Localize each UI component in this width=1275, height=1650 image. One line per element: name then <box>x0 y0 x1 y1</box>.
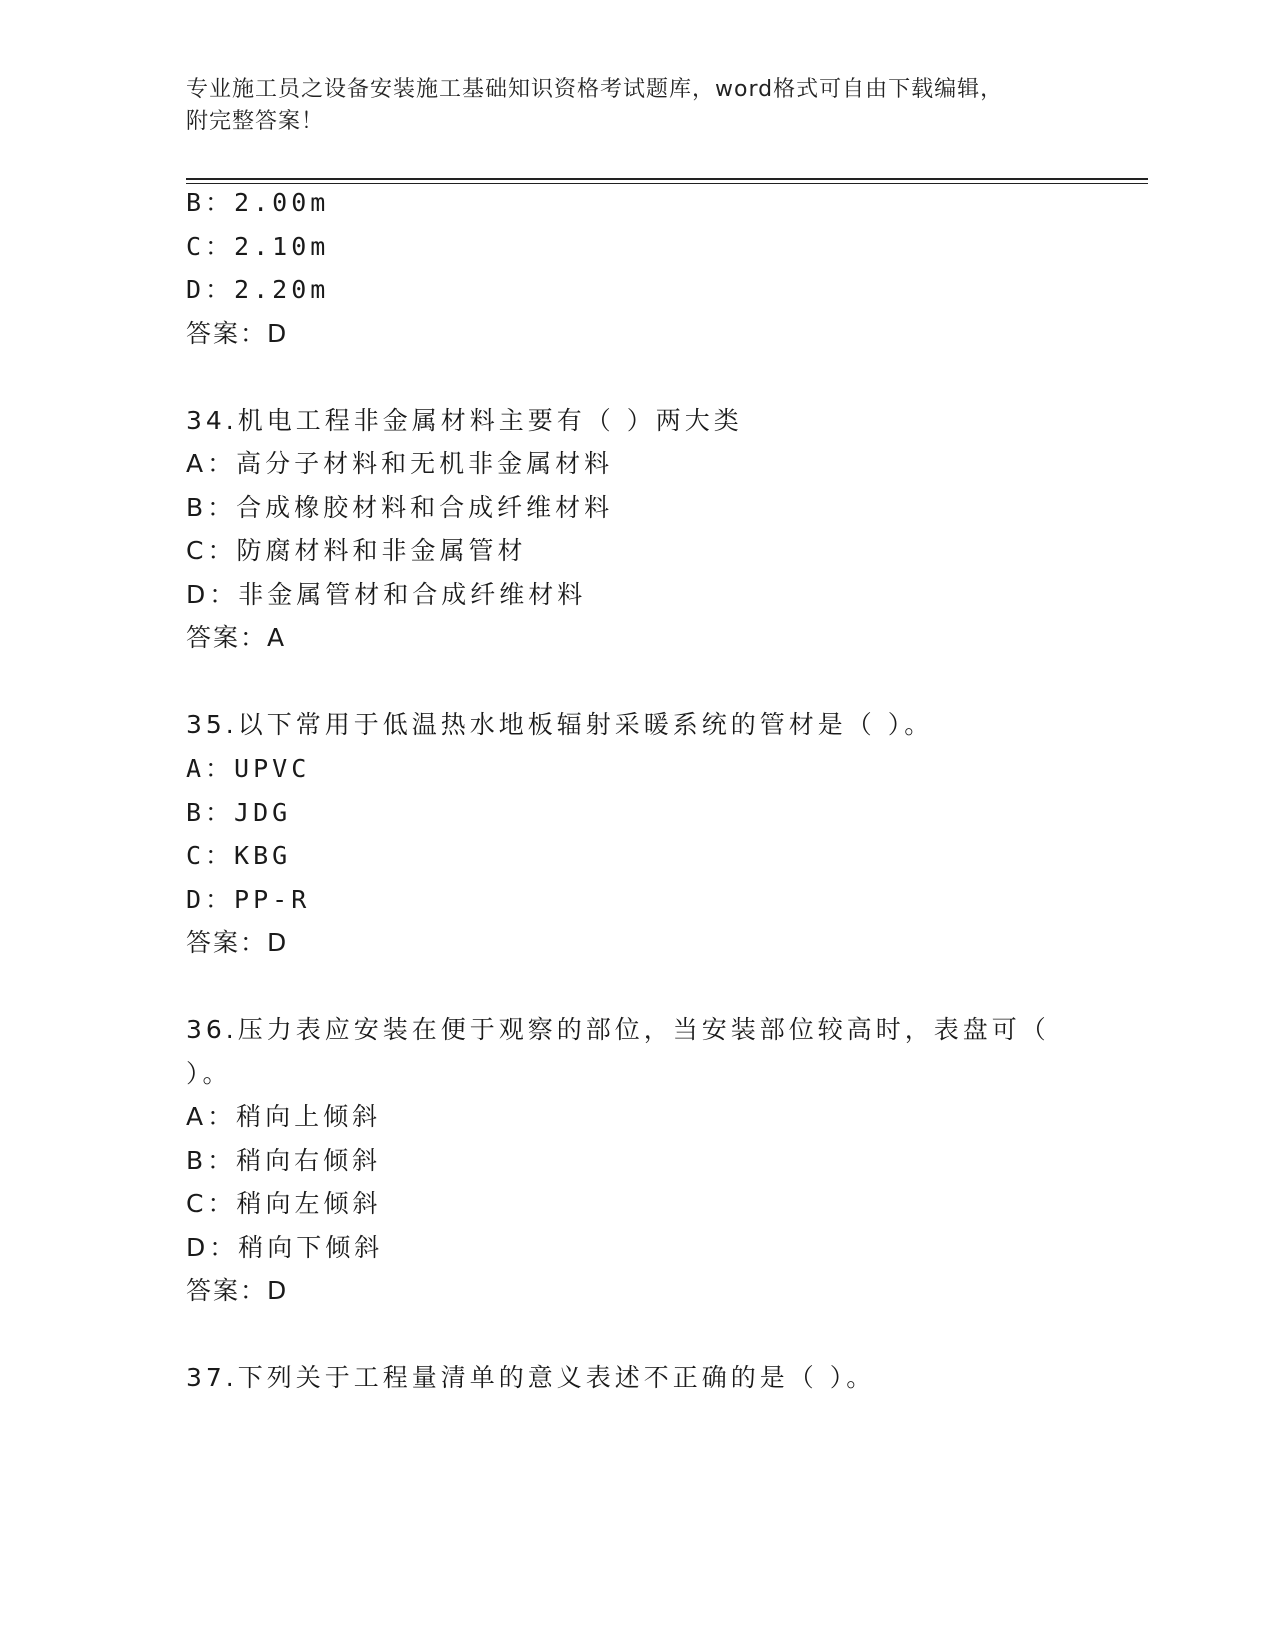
q36-option-c: C：稍向左倾斜 <box>186 1189 382 1218</box>
q36-option-d: D：稍向下倾斜 <box>186 1233 384 1262</box>
q36-question-line-1: 36.压力表应安装在便于观察的部位，当安装部位较高时，表盘可（ <box>186 1015 1050 1044</box>
document-header <box>186 74 1066 138</box>
q34-question: 34.机电工程非金属材料主要有（ ）两大类 <box>186 406 743 435</box>
q36-question-line-2: ）。 <box>186 1059 232 1088</box>
header-line-2: 附完整答案！ <box>186 109 325 134</box>
q37-question: 37.下列关于工程量清单的意义表述不正确的是（ ）。 <box>186 1363 876 1392</box>
q35-option-c: C：KBG <box>186 841 292 870</box>
q35-option-d: D：PP-R <box>186 885 311 914</box>
q35-answer: 答案：D <box>186 928 289 957</box>
q35-question: 35.以下常用于低温热水地板辐射采暖系统的管材是（ ）。 <box>186 710 934 739</box>
q34-option-d: D：非金属管材和合成纤维材料 <box>186 580 587 609</box>
q33-option-b: B：2.00m <box>186 188 330 217</box>
q34-option-a: A：高分子材料和无机非金属材料 <box>186 449 614 478</box>
q33-option-c: C：2.10m <box>186 232 330 261</box>
q36-option-b: B：稍向右倾斜 <box>186 1146 382 1175</box>
q33-option-d: D：2.20m <box>186 275 330 304</box>
q34-answer: 答案：A <box>186 623 287 652</box>
q34-option-b: B：合成橡胶材料和合成纤维材料 <box>186 493 614 522</box>
header-line-1: 专业施工员之设备安装施工基础知识资格考试题库，word格式可自由下载编辑， <box>186 77 1004 102</box>
q33-answer: 答案：D <box>186 319 289 348</box>
header-divider-thin <box>186 183 1148 184</box>
q34-option-c: C：防腐材料和非金属管材 <box>186 536 527 565</box>
q35-option-b: B：JDG <box>186 798 292 827</box>
q36-answer: 答案：D <box>186 1276 289 1305</box>
q36-option-a: A：稍向上倾斜 <box>186 1102 382 1131</box>
header-divider-thick <box>186 178 1148 180</box>
q35-option-a: A：UPVC <box>186 754 311 783</box>
